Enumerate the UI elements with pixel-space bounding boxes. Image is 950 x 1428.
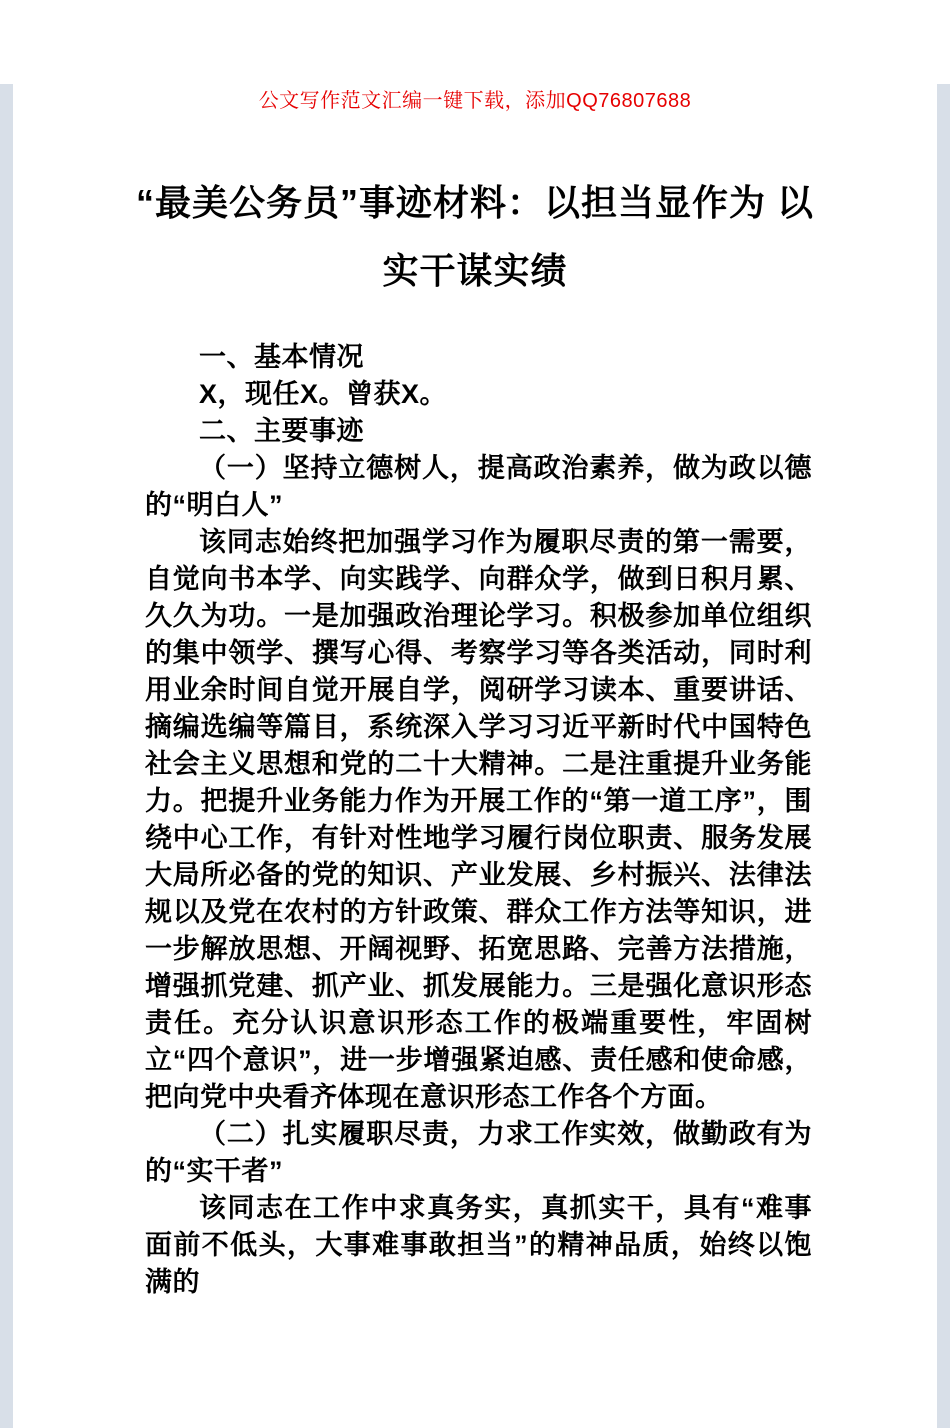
page-edge-right xyxy=(937,84,950,1428)
paragraph: 二、主要事迹 xyxy=(199,416,364,446)
paragraph: 一、基本情况 xyxy=(199,342,364,372)
paragraph: 该同志始终把加强学习作为履职尽责的第一需要，自觉向书本学、向实践学、向群众学，做到日积月累、久久为功。一是加强政治理论学习。积极参加单位组织的集中领学、撰写心得、考察学习等各类活动，同时利用业余时间自觉开展自学，阅研学习读本、重要讲话、摘编选编等篇目，系统深入学习习近平新时代中国特色社会主义思想和党的二十大精神。二是注重提升业务能力。把提升业务能力作为开展工作的“第一道工序”，围绕中心工作，有针对性地学习履行岗位职责、服务发展大局所必备的党的知识、产业发展、乡村振兴、法律法规以及党在农村的方针政策、群众工作方法等知识，进一步解放思想、开阔视野、拓宽思路、完善方法措施，增强抓党建、抓产业、抓发展能力。三是强化意识形态责任。充分认识意识形态工作的极端重要性，牢固树立“四个意识”，进一步增强紧迫感、责任感和使命感，把向党中央看齐体现在意识形态工作各个方面。 xyxy=(145,527,812,1112)
page-edge-left xyxy=(0,84,13,1428)
paragraph: X，现任X。曾获X。 xyxy=(199,379,448,409)
paragraph: 该同志在工作中求真务实，真抓实干，具有“难事面前不低头，大事难事敢担当”的精神品质，始终以饱满的 xyxy=(145,1193,812,1297)
document-page xyxy=(0,84,950,1428)
document-title xyxy=(0,169,950,305)
paragraph: （二）扎实履职尽责，力求工作实效，做勤政有为的“实干者” xyxy=(145,1119,812,1186)
document-title-line1: “最美公务员”事迹材料：以担当显作为 以 xyxy=(135,182,814,223)
promo-banner-text: 公文写作范文汇编一键下载，添加QQ76807688 xyxy=(258,90,692,112)
document-title-line2: 实干谋实绩 xyxy=(382,250,568,291)
document-body xyxy=(145,339,812,1301)
paragraph: （一）坚持立德树人，提高政治素养，做为政以德的“明白人” xyxy=(145,453,812,520)
